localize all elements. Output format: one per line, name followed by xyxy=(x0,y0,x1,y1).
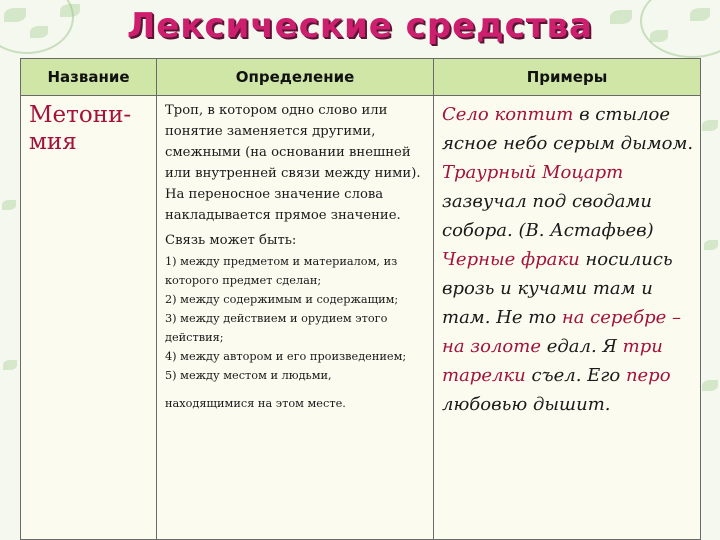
example-highlight: на серебре – на золоте xyxy=(442,307,681,357)
list-item: 3) между действием и орудием этого действия; xyxy=(165,312,388,344)
definition-cell xyxy=(157,96,434,540)
definition-intro: Связь может быть: xyxy=(165,233,297,248)
name-cell xyxy=(21,96,157,540)
list-item: 4) между автором и его произведением; xyxy=(165,350,407,363)
table-row xyxy=(21,96,701,540)
example-text: зазвучал под сводами собора. (В. Астафьев) xyxy=(442,191,654,241)
list-item: 1) между предметом и материалом, из которого предмет сделан; xyxy=(165,255,398,287)
example-highlight: Черные фраки xyxy=(442,249,580,270)
list-item: 2) между содержимым и содержащим; xyxy=(165,293,399,306)
example-text: съел. Его xyxy=(525,365,626,386)
example-highlight: три тарелки xyxy=(442,336,663,386)
term-name-line1: Метони- xyxy=(29,102,132,128)
slide-title: Лексические средства xyxy=(126,6,594,46)
definition-main: Троп, в котором одно слово или понятие заменяется другими, смежными (на основании внешней или внутренней связи между ними). На переносное значение слова накладывается прямое значение. xyxy=(165,103,421,223)
example-text: носились врозь и кучами там и там. Не то xyxy=(442,249,673,328)
table-header-row xyxy=(21,59,701,96)
example-text: в стылое ясное небо серым дымом. xyxy=(442,104,694,154)
examples-cell xyxy=(434,96,701,540)
example-text: любовью дышит. xyxy=(442,394,611,415)
header-name: Название xyxy=(21,59,157,96)
header-definition: Определение xyxy=(157,59,434,96)
term-name-line2: мия xyxy=(29,129,77,155)
header-examples: Примеры xyxy=(434,59,701,96)
lexical-devices-table xyxy=(20,58,701,540)
term-name xyxy=(21,96,156,156)
definition-list xyxy=(157,251,433,385)
definition-extra: находящимися на этом месте. xyxy=(165,397,346,410)
example-text: едал. Я xyxy=(540,336,623,357)
example-highlight: Село коптит xyxy=(442,104,574,125)
list-item: 5) между местом и людьми, xyxy=(165,369,332,382)
example-highlight: перо xyxy=(625,365,671,386)
examples-text xyxy=(434,96,700,419)
example-highlight: Траурный Моцарт xyxy=(442,162,624,183)
